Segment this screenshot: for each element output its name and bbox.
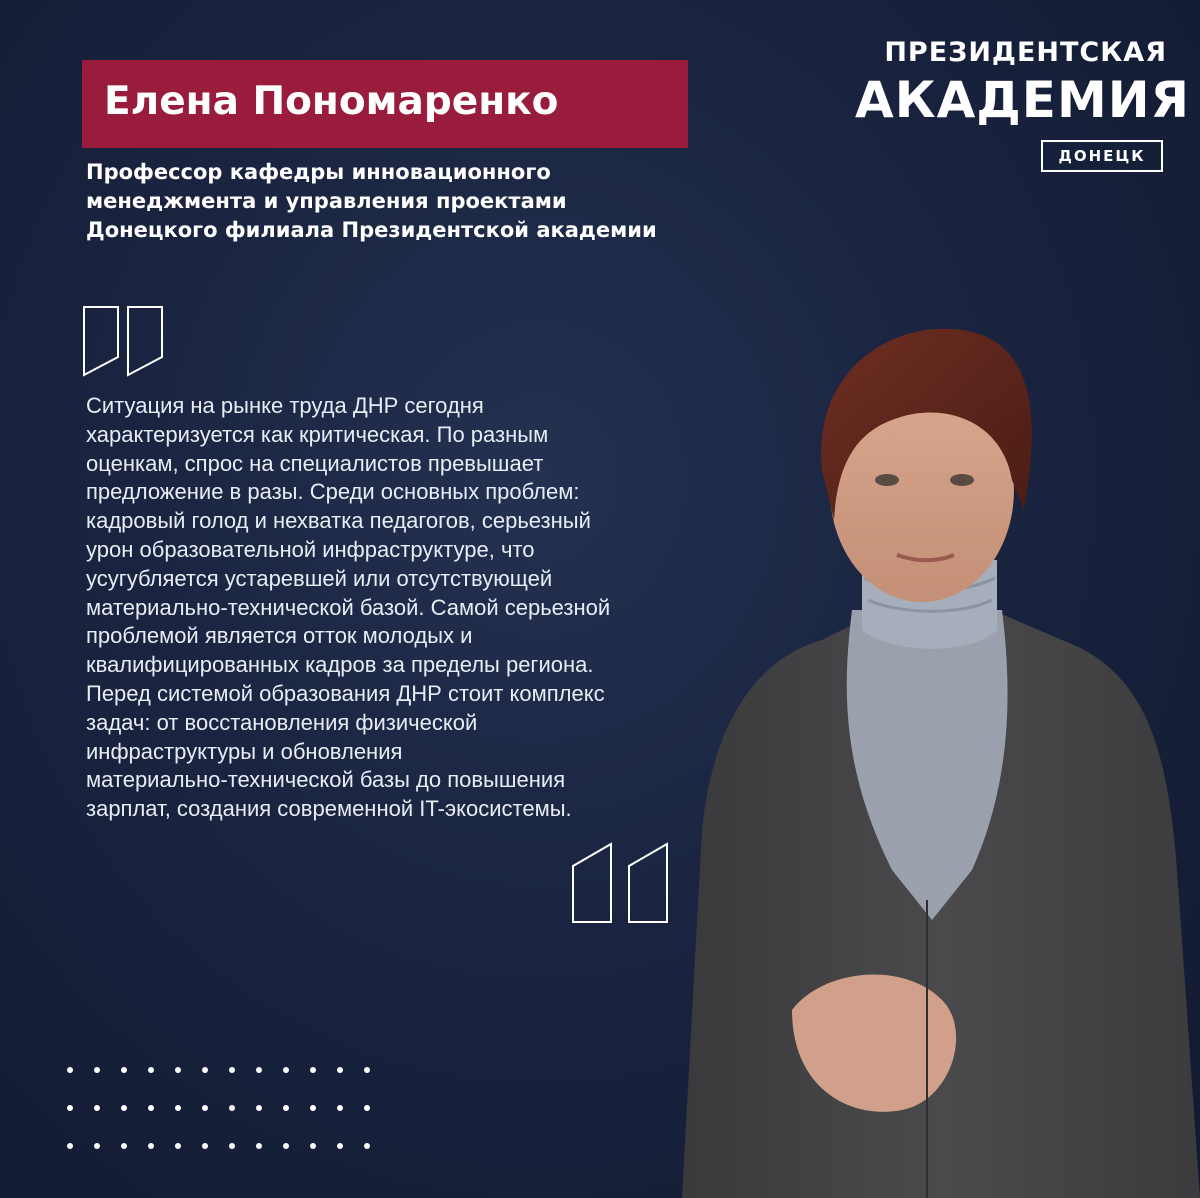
decoration-dot: [175, 1105, 181, 1111]
decoration-dot: [256, 1105, 262, 1111]
decoration-dot: [202, 1143, 208, 1149]
decoration-dot: [256, 1143, 262, 1149]
quote-line: Перед системой образования ДНР стоит комплекс: [86, 680, 605, 706]
decoration-dot: [148, 1067, 154, 1073]
quote-line: зарплат, создания современной IT-экосистемы.: [86, 796, 572, 822]
quote-line: инфраструктуры и обновления: [86, 738, 403, 764]
quote-line: характеризуется как критическая. По разным: [86, 421, 549, 447]
decoration-dot: [229, 1143, 235, 1149]
logo-line-1: ПРЕЗИДЕНТСКАЯ: [884, 37, 1167, 68]
quote-line: Ситуация на рынке труда ДНР сегодня: [86, 393, 484, 418]
decoration-dot: [67, 1067, 73, 1073]
decoration-dot: [67, 1143, 73, 1149]
decoration-dot: [283, 1067, 289, 1073]
decoration-dot: [94, 1067, 100, 1073]
decoration-dot: [310, 1143, 316, 1149]
portrait-photo: [672, 310, 1200, 1198]
decoration-dot: [364, 1067, 370, 1073]
speaker-title-line: менеджмента и управления проектами: [86, 189, 567, 213]
decoration-dot: [229, 1105, 235, 1111]
decoration-dot: [94, 1105, 100, 1111]
logo-city-badge: ДОНЕЦК: [1041, 140, 1163, 172]
quote-open-icon: [82, 305, 166, 377]
decoration-dot: [256, 1067, 262, 1073]
decoration-dot: [67, 1105, 73, 1111]
dot-grid-decoration: [60, 1060, 380, 1180]
decoration-dot: [283, 1105, 289, 1111]
logo-line-2: АКАДЕМИЯ: [855, 71, 1191, 129]
decoration-dot: [229, 1067, 235, 1073]
decoration-dot: [337, 1105, 343, 1111]
decoration-dot: [202, 1067, 208, 1073]
quote-text: [86, 392, 696, 824]
speaker-name: Елена Пономаренко: [104, 79, 559, 124]
speaker-title: [86, 158, 786, 245]
decoration-dot: [121, 1143, 127, 1149]
quote-line: кадровый голод и нехватка педагогов, серьезный: [86, 508, 591, 534]
decoration-dot: [364, 1143, 370, 1149]
quote-line: оценкам, спрос на специалистов превышает: [86, 450, 544, 476]
decoration-dot: [310, 1105, 316, 1111]
decoration-dot: [148, 1105, 154, 1111]
decoration-dot: [121, 1105, 127, 1111]
decoration-dot: [202, 1105, 208, 1111]
speaker-title-line: Профессор кафедры инновационного: [86, 160, 551, 184]
quote-line: материально-технической базой. Самой серьезной: [86, 594, 611, 620]
quote-line: материально-технической базы до повышения: [86, 767, 566, 793]
quote-line: предложение в разы. Среди основных проблем:: [86, 479, 580, 505]
quote-close-icon: [571, 842, 669, 924]
quote-line: задач: от восстановления физической: [86, 709, 478, 735]
decoration-dot: [283, 1143, 289, 1149]
quote-line: квалифицированных кадров за пределы региона.: [86, 652, 594, 678]
decoration-dot: [175, 1067, 181, 1073]
quote-line: урон образовательной инфраструктуре, что: [86, 536, 535, 562]
quote-line: проблемой является отток молодых и: [86, 623, 473, 649]
speaker-title-line: Донецкого филиала Президентской академии: [86, 218, 657, 242]
decoration-dot: [337, 1143, 343, 1149]
decoration-dot: [94, 1143, 100, 1149]
decoration-dot: [148, 1143, 154, 1149]
decoration-dot: [121, 1067, 127, 1073]
decoration-dot: [364, 1105, 370, 1111]
quote-line: усугубляется устаревшей или отсутствующей: [86, 565, 553, 591]
decoration-dot: [175, 1143, 181, 1149]
decoration-dot: [310, 1067, 316, 1073]
decoration-dot: [337, 1067, 343, 1073]
